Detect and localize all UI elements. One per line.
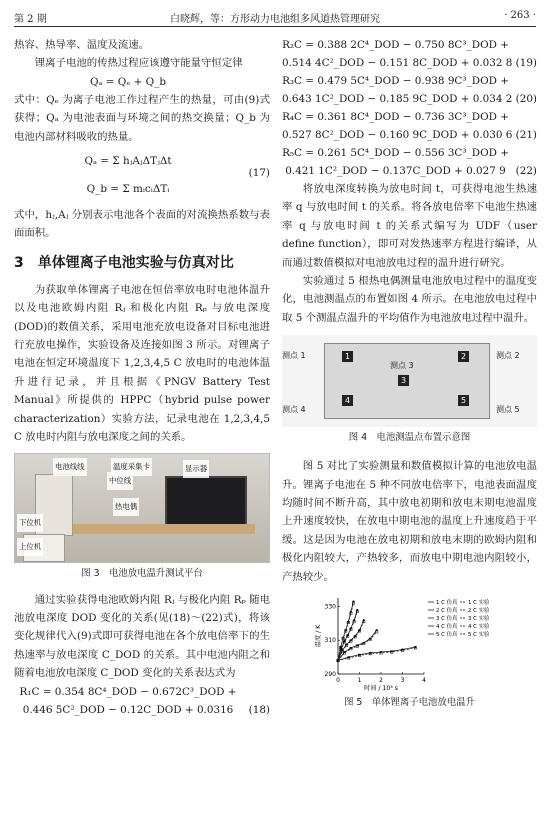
equation-20a: R₃C = 0.479 5C⁴_DOD − 0.938 9C³_DOD + [282, 75, 509, 87]
legend-label: 5 C 仿真 [436, 632, 458, 639]
paragraph: 为获取单体锂离子电池在恒倍率放电时电池体温升以及电池欧姆内阻 Rⱼ 和极化内阻 Rₚ 与放电深度(DOD)的数值关系，采用电池充放电设备对目标电池进行充放电操作，实验设备及连接如图 3 所示。对锂离子电池在恒定环境温度下 1,2,3,4,5 C 放电时的电池体温升进行记录，并且根据《PNGV Battery Test Manual》所提供的 HPPC（hybrid pulse power characterization）实验方法，记录电池在 1,2,3,4,5 C 放电时内阻与放电深度之间的关系。 [14, 283, 270, 444]
figure-4-diagram: 1 2 3 4 5 测点 1 测点 2 测点 3 测点 4 测点 5 [282, 335, 537, 427]
page-header [14, 8, 536, 27]
issue-number: 第 2 期 [14, 14, 47, 25]
legend-label: 1 C 实验 [468, 600, 490, 607]
legend-label: 5 C 实验 [468, 632, 490, 639]
legend-label: 1 C 仿真 [436, 600, 458, 607]
right-column [282, 36, 537, 710]
y-tick-label: 330 [324, 603, 336, 611]
paragraph: 式中，hⱼ,Aⱼ 分别表示电池各个表面的对流换热系数与表面面积。 [14, 209, 270, 240]
figure-5-caption: 图 5 单体锂离子电池放电温升 [344, 697, 475, 709]
page-number: · 263 · [504, 10, 536, 21]
x-axis-label: 时间 / 10³ s [364, 685, 398, 693]
equation-22a: R₅C = 0.261 5C⁴_DOD − 0.556 3C³_DOD + [282, 147, 509, 159]
running-title: 白晓辉，等：方形动力电池组多风道热管理研究 [170, 14, 380, 25]
figure-3-caption: 图 3 电池放电温升测试平台 [81, 567, 203, 579]
section-heading: 3 单体锂离子电池实验与仿真对比 [14, 254, 234, 271]
equation: Qₐ = Qₑ + Q_b [89, 75, 167, 88]
y-tick-label: 310 [324, 637, 336, 645]
equation-18a: R₁C = 0.354 8C⁴_DOD − 0.672C³_DOD + [19, 685, 237, 698]
figure-3-photo: 电池线线 温度采集卡 中位线 显示器 热电偶 下位机 上位机 [14, 453, 270, 563]
y-axis-label: 温度 / K [315, 624, 322, 648]
sensor-2: 2 [458, 351, 469, 362]
monitor [165, 476, 247, 528]
equation-19b: 0.514 4C²_DOD − 0.151 8C_DOD + 0.032 8 (19) [282, 57, 537, 69]
sensor-4: 4 [342, 395, 353, 406]
paragraph: 热容、热导率、温度及流速。 [14, 39, 150, 51]
figure-5-chart [312, 592, 492, 692]
equation-17b: Q_b = Σ mᵢcᵢΔTᵢ (17) [86, 167, 270, 196]
paragraph: 通过实验获得电池欧姆内阻 Rⱼ 与极化内阻 Rₚ 随电池放电深度 DOD 变化的关系(见(18)～(22)式)，将该变化规律代入(9)式即可获得电池在各个放电倍率下的生热速率与放电深度 C_DOD 的关系。其中电池内阻之和随着电池放电深度 C_DOD 变化的关系表达式为 [14, 593, 270, 680]
legend-label: 3 C 实验 [468, 616, 490, 623]
equation-19a: R₂C = 0.388 2C⁴_DOD − 0.750 8C³_DOD + [282, 39, 509, 51]
legend-label: 3 C 仿真 [436, 616, 458, 623]
legend-label: 2 C 实验 [468, 608, 490, 615]
x-tick-label: 4 [422, 677, 426, 685]
figure-4-caption: 图 4 电池测温点布置示意图 [348, 432, 471, 444]
legend-label: 2 C 仿真 [436, 608, 458, 615]
equation-21a: R₄C = 0.361 8C⁴_DOD − 0.736 3C³_DOD + [282, 111, 509, 123]
equation-20b: 0.643 1C²_DOD − 0.185 9C_DOD + 0.034 2 (20) [282, 93, 537, 105]
legend-label: 4 C 实验 [468, 624, 490, 631]
paragraph: 将放电深度转换为放电时间 t，可获得电池生热速率 q 与放电时间 t 的关系。将各放电倍率下电池生热速率 q 与放电时间 t 的关系式编写为 UDF（user define function），即可对发热速率方程进行编译，从而通过数值模拟对电池放电过程的温升进行研究。 [282, 183, 537, 269]
sensor-5: 5 [458, 395, 469, 406]
paragraph: 式中：Qₑ 为离子电池工作过程产生的热量，可由(9)式获得；Qₐ 为电池表面与环境之间的热交换量；Q_b 为电池内部材料吸收的热量。 [14, 93, 270, 143]
paragraph: 锂离子电池的传热过程应该遵守能量守恒定律 [34, 57, 243, 70]
sensor-3: 3 [398, 375, 409, 386]
equation-22b: 0.421 1C²_DOD − 0.137C_DOD + 0.027 9 (22) [285, 165, 537, 177]
x-tick-label: 2 [379, 677, 383, 685]
paragraph: 实验通过 5 根热电偶测量电池放电过程中的温度变化，电池测温点的布置如图 4 所示。在电池放电过程中取 5 个测温点温升的平均值作为电池放电过程中温升。 [282, 275, 537, 324]
x-tick-label: 1 [357, 677, 362, 685]
equation-21b: 0.527 8C²_DOD − 0.160 9C_DOD + 0.030 6 (21) [282, 129, 537, 141]
sensor-1: 1 [342, 351, 353, 362]
equation-17a: Qₐ = Σ hⱼAⱼΔTⱼΔt [84, 155, 172, 168]
equation-18b: 0.446 5C²_DOD − 0.12C_DOD + 0.0316 (18) [22, 703, 270, 716]
x-tick-label: 0 [336, 677, 340, 685]
legend-label: 4 C 仿真 [436, 624, 458, 631]
paragraph: 图 5 对比了实验测量和数值模拟计算的电池放电温升。锂离子电池在 5 种不同放电倍率下，电池表面温度均随时间不断升高，其中放电初期和放电末期电池温度上升速度较快，在放电中期电池的温度上升速度趋于平缓。这是因为电池在放电初期和放电末期的欧姆内阻和极化内阻较大，产热较多，而放电中期电池内阻较小，产热较少。 [282, 460, 537, 583]
left-column [14, 36, 270, 719]
y-tick-label: 290 [324, 671, 336, 679]
x-tick-label: 3 [400, 677, 405, 685]
